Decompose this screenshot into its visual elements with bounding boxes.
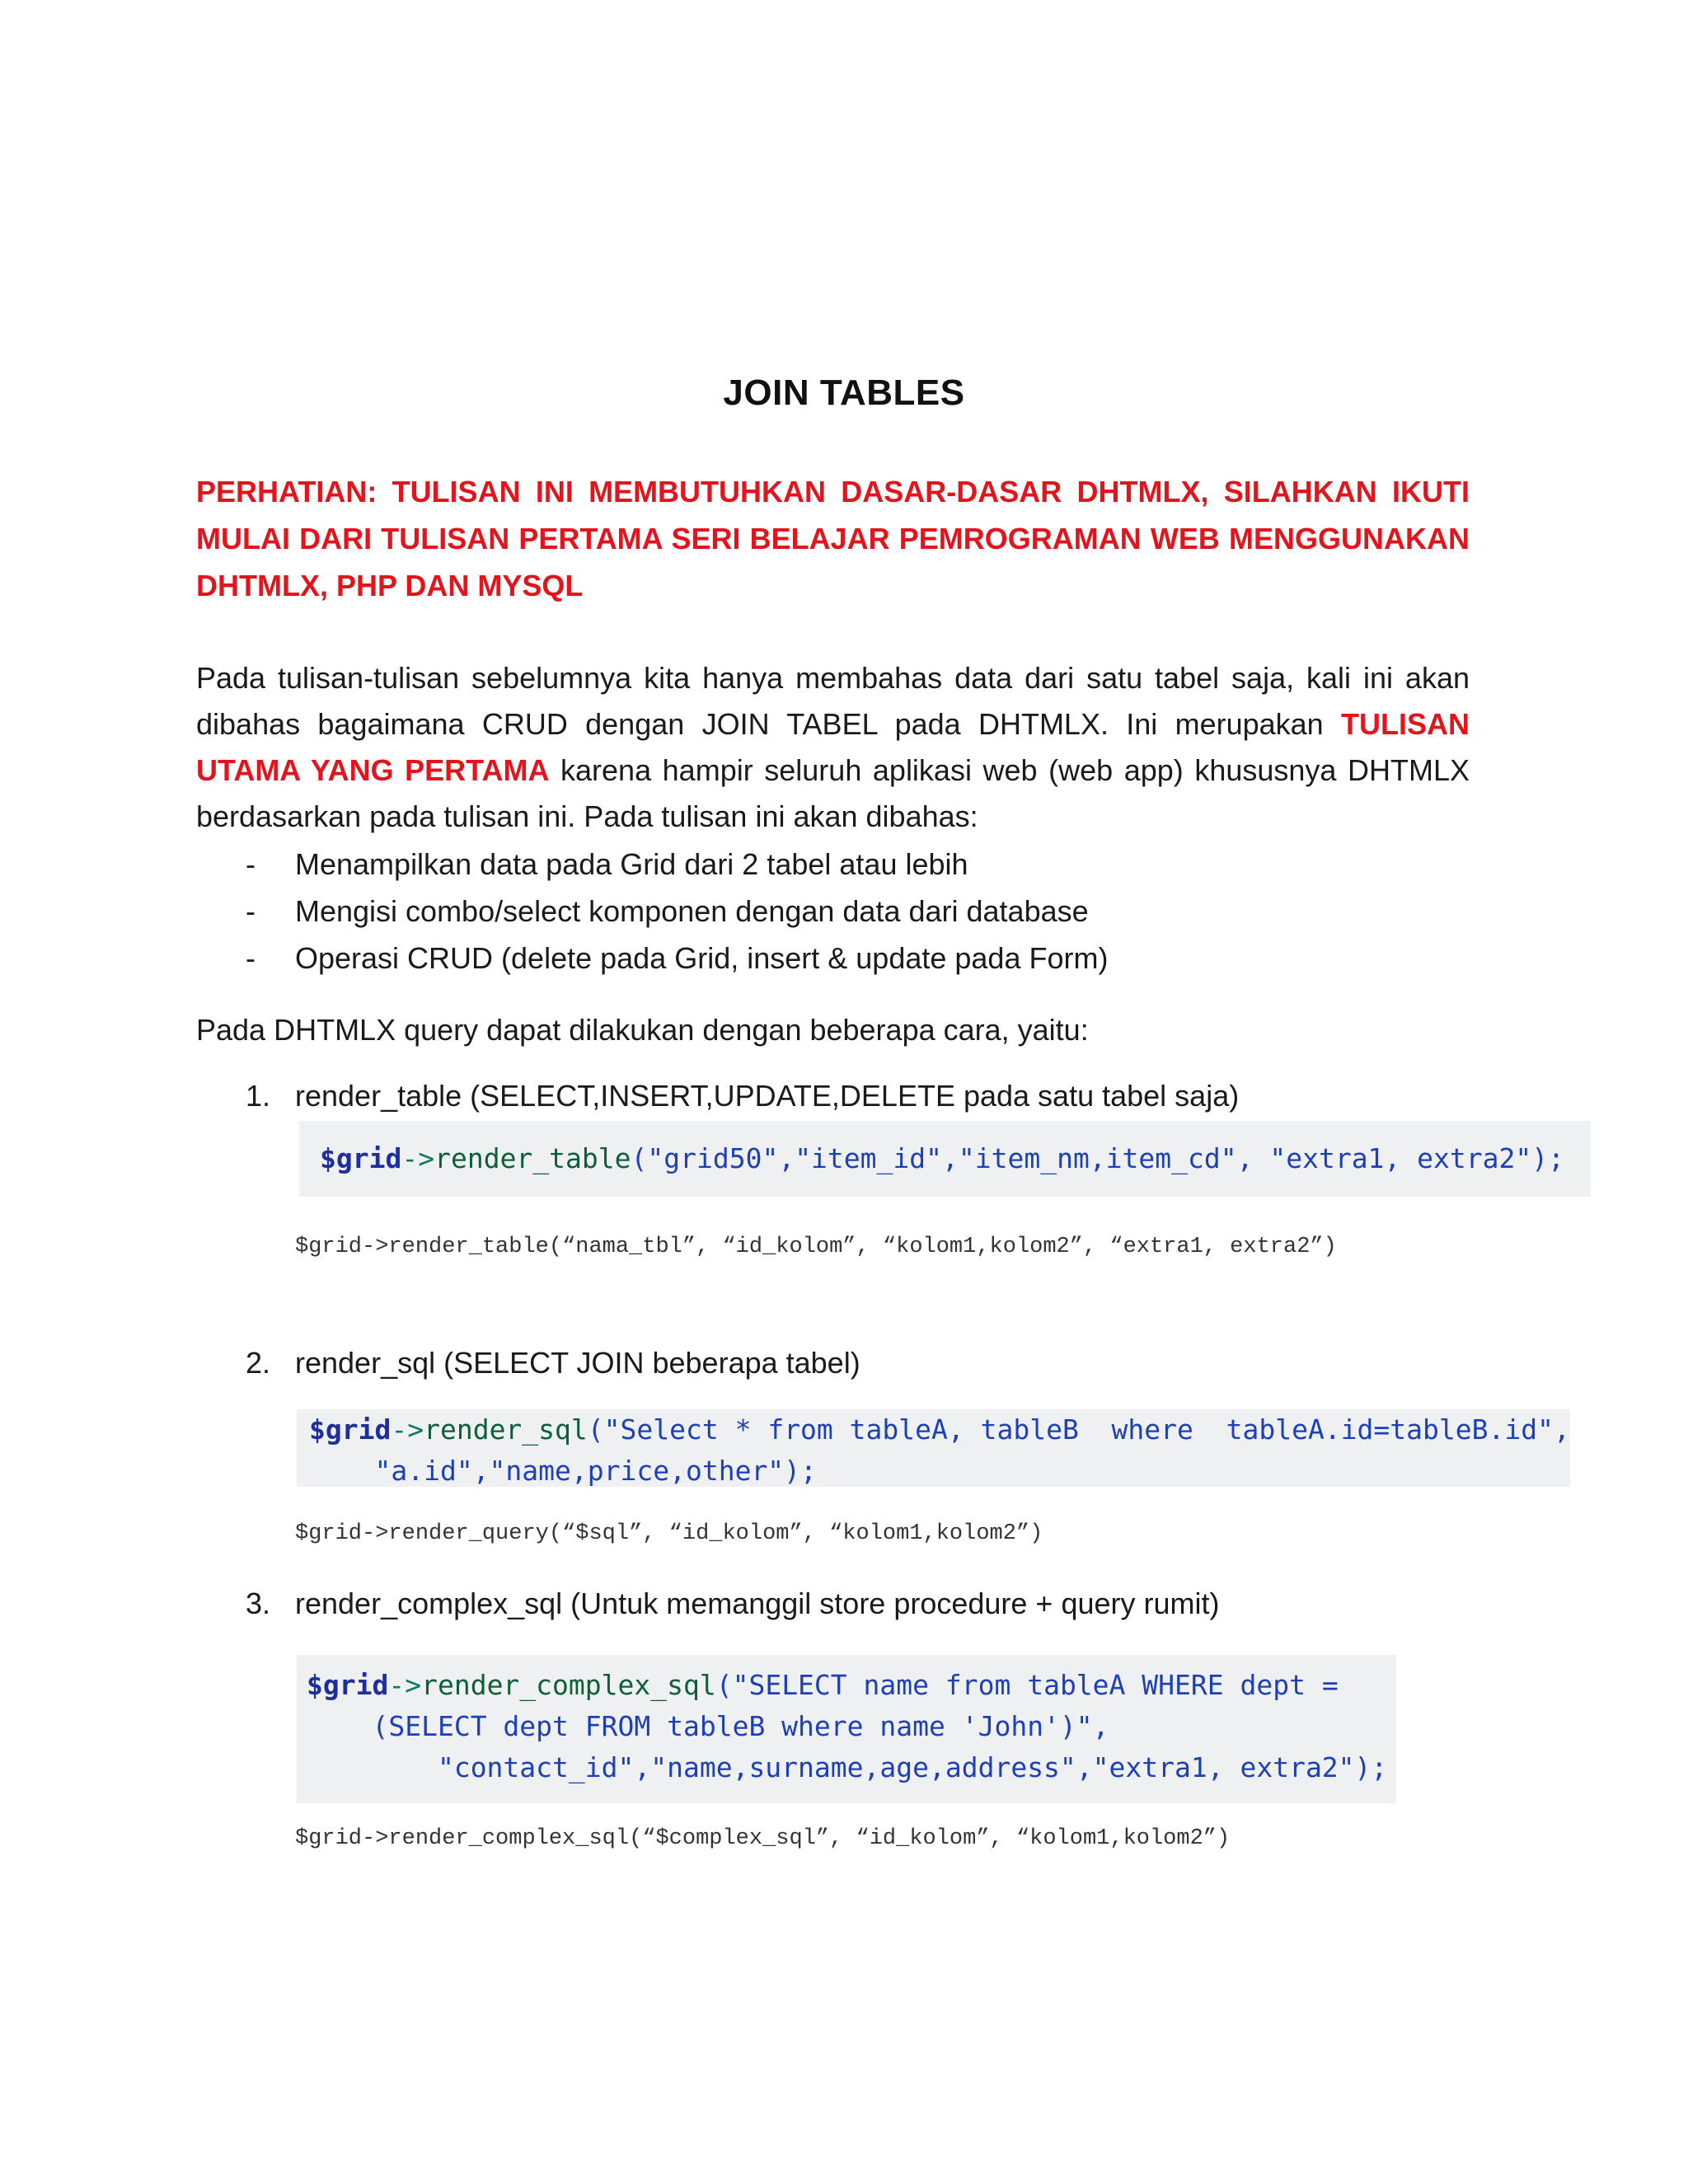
syntax-render-complex-sql: $grid->render_complex_sql(“$complex_sql”, “id_kolom”, “kolom1,kolom2”) <box>295 1826 1231 1851</box>
intro-text-part2: karena hampir seluruh aplikasi web (web app) khususnya DHTMLX berdasarkan pada tulisan ini. Pada tulisan ini akan dibahas: <box>196 753 1470 833</box>
page-title: JOIN TABLES <box>723 373 965 413</box>
code-args: "a.id","name,price,other"); <box>374 1455 817 1487</box>
syntax-render-sql: $grid->render_query(“$sql”, “id_kolom”, “kolom1,kolom2”) <box>295 1521 1043 1546</box>
code-arrow: -> <box>391 1413 424 1446</box>
code-function: render_table <box>434 1142 631 1174</box>
intro-paragraph <box>196 655 1470 840</box>
intro-highlight: TULISAN UTAMA YANG PERTAMA <box>196 707 1470 787</box>
code-indent <box>309 1455 374 1487</box>
methods-lead: Pada DHTMLX query dapat dilakukan dengan beberapa cara, yaitu: <box>196 1013 1089 1047</box>
code-args: ("SELECT name from tableA WHERE dept = <box>715 1669 1339 1701</box>
topic-list <box>196 841 1470 982</box>
bullet-marker: - <box>246 894 256 928</box>
code-block-render-table <box>299 1121 1591 1197</box>
code-line <box>307 1706 1396 1747</box>
list-item <box>196 888 1470 935</box>
list-item-text: Operasi CRUD (delete pada Grid, insert & update pada Form) <box>295 941 1109 975</box>
code-line <box>307 1665 1396 1706</box>
code-indent <box>307 1710 372 1742</box>
code-line <box>309 1409 1570 1451</box>
code-line <box>307 1747 1396 1788</box>
code-line <box>309 1451 1570 1492</box>
list-item-text: Mengisi combo/select komponen dengan data dari database <box>295 894 1089 928</box>
code-block-render-complex-sql <box>297 1655 1396 1803</box>
code-arrow: -> <box>388 1669 422 1701</box>
method-label: render_complex_sql (Untuk memanggil store procedure + query rumit) <box>295 1586 1220 1620</box>
list-item <box>196 935 1470 982</box>
warning-notice: PERHATIAN: TULISAN INI MEMBUTUHKAN DASAR-DASAR DHTMLX, SILAHKAN IKUTI MULAI DARI TULISAN PERTAMA SERI BELAJAR PEMROGRAMAN WEB MENGGUNAKAN DHTMLX, PHP DAN MYSQL <box>196 475 1470 602</box>
list-item-text: Menampilkan data pada Grid dari 2 tabel atau lebih <box>295 847 968 881</box>
code-block-render-sql <box>297 1409 1570 1487</box>
bullet-marker: - <box>246 941 256 975</box>
code-var: $grid <box>320 1142 402 1174</box>
code-var: $grid <box>309 1413 392 1446</box>
code-args: (SELECT dept FROM tableB where name 'John')", <box>372 1710 1109 1742</box>
code-indent <box>307 1751 438 1783</box>
code-args: "contact_id","name,surname,age,address","extra1, extra2"); <box>437 1751 1388 1783</box>
method-number: 1. <box>246 1079 271 1113</box>
intro-text-part1: Pada tulisan-tulisan sebelumnya kita hanya membahas data dari satu tabel saja, kali ini akan dibahas bagaimana CRUD dengan JOIN TABEL pada DHTMLX. Ini merupakan <box>196 661 1470 741</box>
code-function: render_complex_sql <box>421 1669 716 1701</box>
method-label: render_table (SELECT,INSERT,UPDATE,DELETE pada satu tabel saja) <box>295 1079 1240 1113</box>
method-label: render_sql (SELECT JOIN beberapa tabel) <box>295 1346 860 1380</box>
list-item <box>196 841 1470 888</box>
code-function: render_sql <box>424 1413 588 1446</box>
method-number: 2. <box>246 1346 271 1380</box>
bullet-marker: - <box>246 847 256 881</box>
code-args: ("grid50","item_id","item_nm,item_cd", "extra1, extra2"); <box>631 1142 1564 1174</box>
syntax-render-table: $grid->render_table(“nama_tbl”, “id_kolom”, “kolom1,kolom2”, “extra1, extra2”) <box>295 1235 1337 1259</box>
method-number: 3. <box>246 1586 271 1620</box>
code-var: $grid <box>307 1669 389 1701</box>
code-args: ("Select * from tableA, tableB where tableA.id=tableB.id", <box>587 1413 1570 1446</box>
code-arrow: -> <box>401 1142 435 1174</box>
